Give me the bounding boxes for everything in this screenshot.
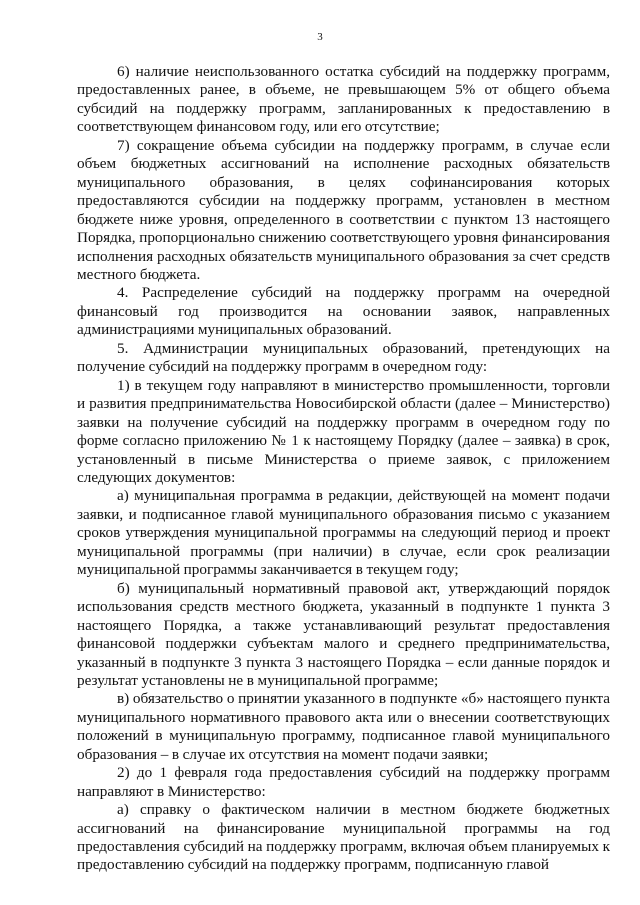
paragraph-section-4: 4. Распределение субсидий на поддержку программ на очередной финансовый год производится на основании заявок, направленных администрациями муниципальных образований.: [77, 284, 610, 339]
paragraph-subitem-1v: в) обязательство о принятии указанного в подпункте «б» настоящего пункта муниципального нормативного правового акта или о внесении соответствующих положений в муниципальную программу, подписанное главой муниципального образования – в случае их отсутствия на момент подачи заявки;: [77, 690, 610, 763]
paragraph-subitem-1: 1) в текущем году направляют в министерство промышленности, торговли и развития предпринимательства Новосибирской области (далее – Министерство) заявки на получение субсидий на поддержку программ в очередном году по форме согласно приложению № 1 к настоящему Порядку (далее – заявка) в срок, установленный в письме Министерства о приеме заявок, с приложением следующих документов:: [77, 376, 610, 486]
paragraph-subitem-1b: б) муниципальный нормативный правовой акт, утверждающий порядок использования средств местного бюджета, указанный в подпункте 1 пункта 3 настоящего Порядка, а также устанавливающий результат предоставления финансовой поддержки субъектам малого и среднего предпринимательства, указанный в подпункте 3 пункта 3 настоящего Порядка – если данные порядок и результат установлены не в муниципальной программе;: [77, 579, 610, 689]
page-number: 3: [317, 31, 323, 43]
paragraph-item-7: 7) сокращение объема субсидии на поддержку программ, в случае если объем бюджетных ассигнований на исполнение расходных обязательств муниципального образования, в целях софинансирования которых предоставляются субсидии на поддержку программ, установлен в местном бюджете ниже уровня, определенного в соответствии с пунктом 13 настоящего Порядка, пропорционально снижению соответствующего уровня финансирования исполнения расходных обязательств муниципального образования за счет средств местного бюджета.: [77, 136, 610, 283]
paragraph-section-5: 5. Администрации муниципальных образований, претендующих на получение субсидий на поддержку программ в очередном году:: [77, 339, 610, 376]
paragraph-subitem-2: 2) до 1 февраля года предоставления субсидий на поддержку программ направляют в Министерство:: [77, 764, 610, 800]
document-body: [77, 63, 610, 875]
paragraph-subitem-1a: а) муниципальная программа в редакции, действующей на момент подачи заявки, и подписанное главой муниципального образования письмо с указанием сроков утверждения муниципальной программы на следующий период и проект муниципальной программы (при наличии) в случае, если срок реализации муниципальной программы заканчивается в текущем году;: [77, 487, 610, 579]
paragraph-item-6: 6) наличие неиспользованного остатка субсидий на поддержку программ, предоставленных ранее, в объеме, не превышающем 5% от общего объема субсидий на поддержку программ, запланированных к предоставлению в соответствующем финансовом году, или его отсутствие;: [77, 63, 610, 136]
paragraph-subitem-2a: а) справку о фактическом наличии в местном бюджете бюджетных ассигнований на финансирование муниципальной программы на год предоставления субсидий на поддержку программ, включая объем планируемых к предоставлению субсидий на поддержку программ, подписанную главой: [77, 801, 610, 874]
